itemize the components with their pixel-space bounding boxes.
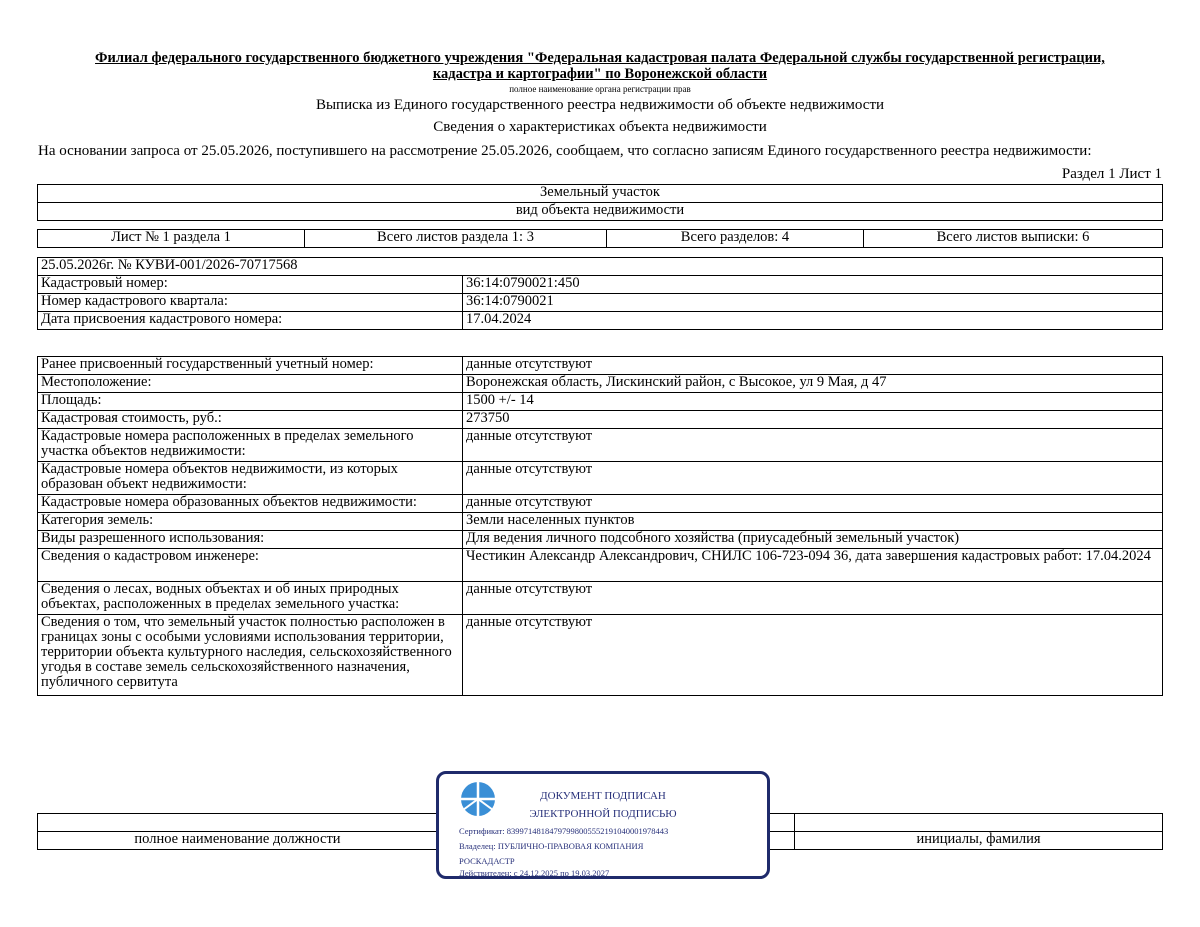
row-label: Категория земель: bbox=[38, 513, 463, 531]
total-section-sheets: Всего листов раздела 1: 3 bbox=[305, 230, 607, 248]
row-label: Местоположение: bbox=[38, 375, 463, 393]
stamp-owner-line-1: Владелец: ПУБЛИЧНО-ПРАВОВАЯ КОМПАНИЯ bbox=[459, 841, 644, 851]
position-caption: полное наименование должности bbox=[38, 832, 438, 850]
table-row bbox=[38, 375, 1163, 393]
object-type-table bbox=[37, 184, 1163, 221]
table-row bbox=[38, 462, 1163, 495]
stamp-validity: Действителен: с 24.12.2025 по 19.03.2027 bbox=[459, 868, 610, 878]
row-label: Виды разрешенного использования: bbox=[38, 531, 463, 549]
electronic-signature-stamp bbox=[436, 771, 770, 879]
document-number: 25.05.2026г. № КУВИ-001/2026-70717568 bbox=[38, 258, 1163, 276]
table-row bbox=[38, 411, 1163, 429]
table-row bbox=[38, 312, 1163, 330]
total-sections: Всего разделов: 4 bbox=[607, 230, 864, 248]
row-label: Кадастровый номер: bbox=[38, 276, 463, 294]
table-row bbox=[38, 357, 1163, 375]
table-row bbox=[38, 615, 1163, 696]
section-sheet-label: Раздел 1 Лист 1 bbox=[1061, 166, 1162, 182]
table-row bbox=[38, 294, 1163, 312]
row-label: Номер кадастрового квартала: bbox=[38, 294, 463, 312]
row-value: 36:14:0790021 bbox=[463, 294, 1163, 312]
row-value: данные отсутствуют bbox=[463, 615, 1163, 696]
stamp-certificate: Сертификат: 8399714818479799800555219104000197844З bbox=[459, 826, 669, 836]
name-caption: инициалы, фамилия bbox=[795, 832, 1163, 850]
name-cell bbox=[795, 814, 1163, 832]
row-label: Площадь: bbox=[38, 393, 463, 411]
row-value: Для ведения личного подсобного хозяйства (приусадебный земельный участок) bbox=[463, 531, 1163, 549]
row-value: 17.04.2024 bbox=[463, 312, 1163, 330]
row-label: Кадастровые номера образованных объектов недвижимости: bbox=[38, 495, 463, 513]
organization-name bbox=[40, 50, 1160, 82]
row-value: 273750 bbox=[463, 411, 1163, 429]
org-caption: полное наименование органа регистрации прав bbox=[509, 84, 691, 94]
row-value: Честикин Александр Александрович, СНИЛС 106-723-094 36, дата завершения кадастровых работ: 17.04.2024 bbox=[463, 549, 1163, 582]
stamp-owner-line-2: РОСКАДАСТР bbox=[459, 856, 515, 866]
object-type: Земельный участок bbox=[38, 185, 1163, 203]
sheet-number: Лист № 1 раздела 1 bbox=[38, 230, 305, 248]
row-value: данные отсутствуют bbox=[463, 357, 1163, 375]
row-label: Дата присвоения кадастрового номера: bbox=[38, 312, 463, 330]
table-row bbox=[38, 513, 1163, 531]
row-value: данные отсутствуют bbox=[463, 582, 1163, 615]
row-label: Кадастровая стоимость, руб.: bbox=[38, 411, 463, 429]
table-row bbox=[38, 549, 1163, 582]
org-line-2: кадастра и картографии" по Воронежской области bbox=[432, 66, 768, 82]
table-row bbox=[38, 429, 1163, 462]
row-value: данные отсутствуют bbox=[463, 495, 1163, 513]
request-basis: На основании запроса от 25.05.2026, поступившего на рассмотрение 25.05.2026, сообщаем, что согласно записям Единого государственного реестра недвижимости: bbox=[38, 143, 1092, 159]
details-table bbox=[37, 356, 1163, 696]
row-value: данные отсутствуют bbox=[463, 429, 1163, 462]
row-label: Кадастровые номера расположенных в пределах земельного участка объектов недвижимости: bbox=[38, 429, 463, 462]
total-extract-sheets: Всего листов выписки: 6 bbox=[864, 230, 1163, 248]
stamp-title-1: ДОКУМЕНТ ПОДПИСАН bbox=[540, 790, 666, 802]
row-label: Сведения о том, что земельный участок полностью расположен в границах зоны с особыми условиями использования территории, территории объекта культурного наследия, сельскохозяйственного угодья в составе земель сельскохозяйственного назначения, публичного сервитута bbox=[38, 615, 463, 696]
row-label: Сведения о кадастровом инженере: bbox=[38, 549, 463, 582]
table-row bbox=[38, 495, 1163, 513]
row-value: Воронежская область, Лискинский район, с Высокое, ул 9 Мая, д 47 bbox=[463, 375, 1163, 393]
row-value: 36:14:0790021:450 bbox=[463, 276, 1163, 294]
row-label: Ранее присвоенный государственный учетный номер: bbox=[38, 357, 463, 375]
table-row bbox=[38, 276, 1163, 294]
position-cell bbox=[38, 814, 438, 832]
document-title: Выписка из Единого государственного реестра недвижимости об объекте недвижимости bbox=[315, 97, 885, 113]
table-row bbox=[38, 531, 1163, 549]
row-label: Кадастровые номера объектов недвижимости, из которых образован объект недвижимости: bbox=[38, 462, 463, 495]
document-subtitle: Сведения о характеристиках объекта недвижимости bbox=[433, 119, 767, 135]
row-label: Сведения о лесах, водных объектах и об иных природных объектах, расположенных в пределах земельного участка: bbox=[38, 582, 463, 615]
org-line-1: Филиал федерального государственного бюджетного учреждения "Федеральная кадастровая палата Федеральной службы государственной регистрации, bbox=[95, 50, 1105, 66]
table-row bbox=[38, 582, 1163, 615]
row-value: 1500 +/- 14 bbox=[463, 393, 1163, 411]
table-row bbox=[38, 393, 1163, 411]
object-type-caption: вид объекта недвижимости bbox=[38, 203, 1163, 221]
row-value: данные отсутствуют bbox=[463, 462, 1163, 495]
sheet-info-table bbox=[37, 229, 1163, 248]
registry-table bbox=[37, 257, 1163, 330]
stamp-title-2: ЭЛЕКТРОННОЙ ПОДПИСЬЮ bbox=[529, 808, 677, 820]
row-value: Земли населенных пунктов bbox=[463, 513, 1163, 531]
